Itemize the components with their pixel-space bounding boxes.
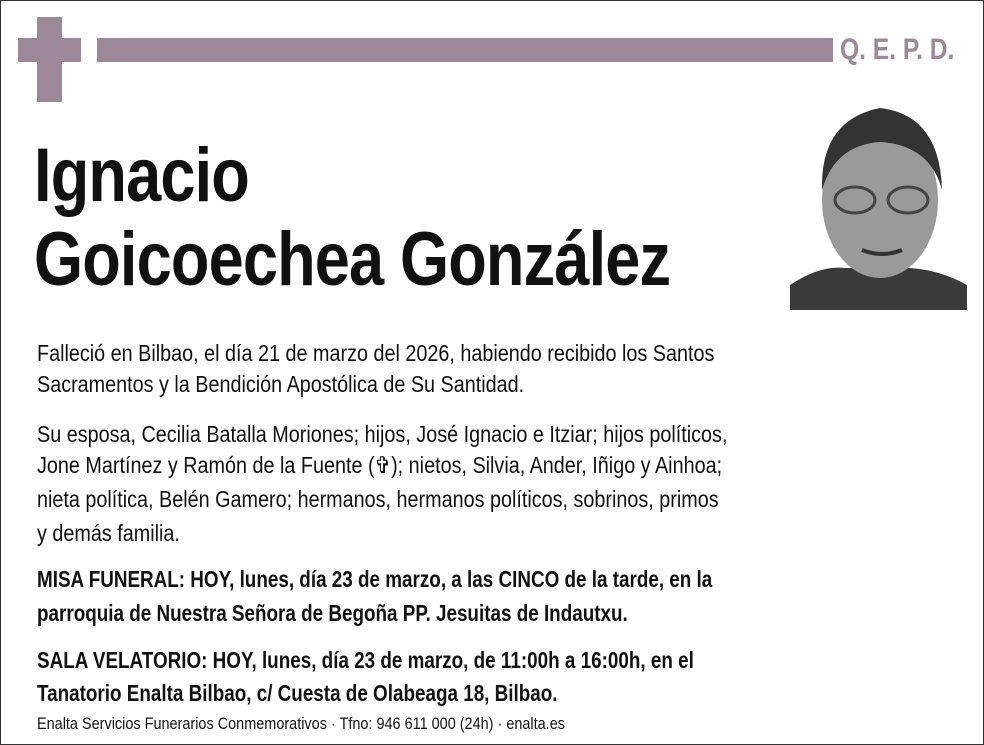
cross-horizontal (18, 38, 81, 62)
first-name: Ignacio (34, 133, 250, 218)
wake-room-line: Tanatorio Enalta Bilbao, c/ Cuesta de Olabeaga 18, Bilbao. (37, 680, 558, 706)
family-text-line: Su esposa, Cecilia Batalla Moriones; hijos, José Ignacio e Itziar; hijos políticos, (37, 421, 728, 447)
death-text-line: Falleció en Bilbao, el día 21 de marzo del 2026, habiendo recibido los Santos (37, 340, 715, 366)
wake-room-line: SALA VELATORIO: HOY, lunes, día 23 de marzo, de 11:00h a 16:00h, en el (37, 647, 694, 673)
family-text-line: nieta política, Belén Gamero; hermanos, hermanos políticos, sobrinos, primos (37, 486, 719, 512)
funeral-home-footer: Enalta Servicios Funerarios Conmemorativos · Tfno: 946 611 000 (24h) · enalta.es (37, 714, 565, 733)
death-text-line: Sacramentos y la Bendición Apostólica de Su Santidad. (37, 371, 525, 397)
qepd-label: Q. E. P. D. (840, 33, 955, 66)
portrait-photo (790, 100, 967, 310)
funeral-mass-line: parroquia de Nuestra Señora de Begoña PP. Jesuitas de Indautxu. (37, 600, 628, 626)
family-text-line: y demás familia. (37, 520, 180, 546)
header-bar (97, 38, 833, 62)
surnames: Goicoechea González (34, 217, 671, 302)
funeral-mass-line: MISA FUNERAL: HOY, lunes, día 23 de marzo, a las CINCO de la tarde, en la (37, 566, 713, 592)
family-text-line: Jone Martínez y Ramón de la Fuente (✞); nietos, Silvia, Ander, Iñigo y Ainhoa; (37, 452, 723, 478)
